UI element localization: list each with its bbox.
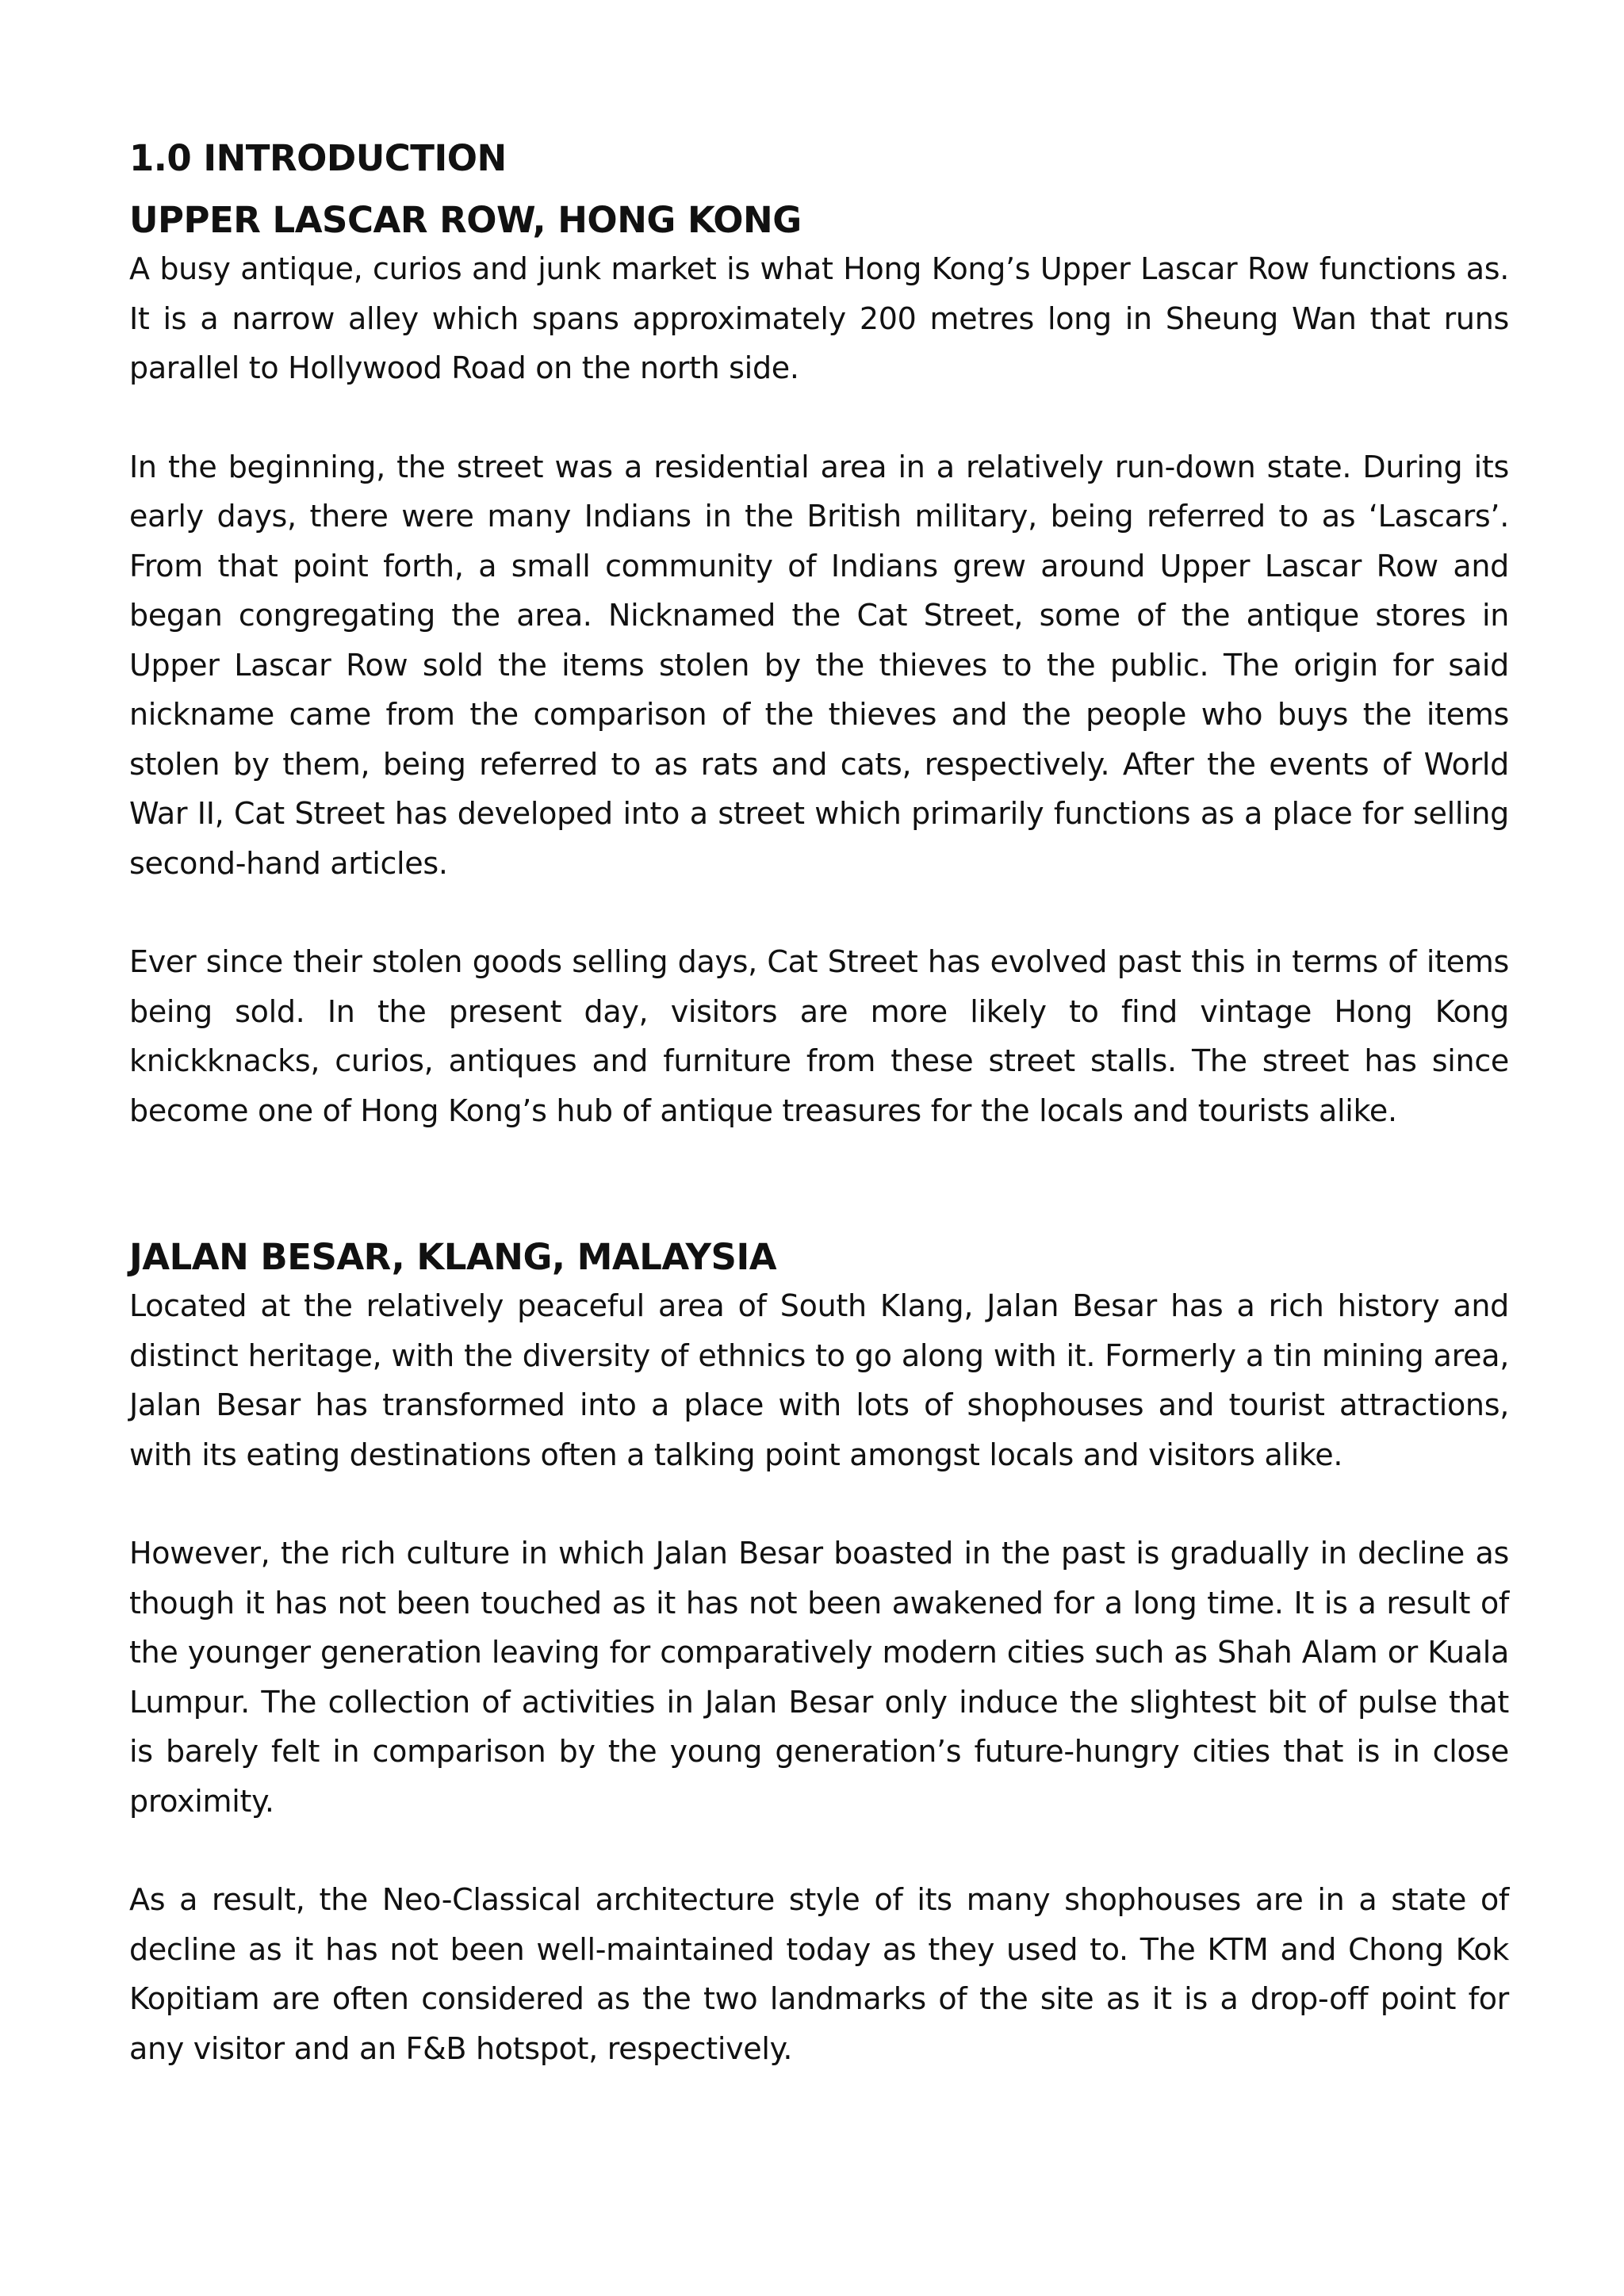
paragraph: Ever since their stolen goods selling days, Cat Street has evolved past this in terms of items being sold. In the present day, visitors are more likely to find vintage Hong Kong knickknacks, curios, antiques and furniture from these street stalls. The street has since become one of Hong Kong’s hub of antique treasures for the locals and tourists alike. bbox=[129, 944, 1509, 1128]
section-spacer bbox=[129, 1135, 1509, 1234]
paragraph-spacer bbox=[129, 1479, 1509, 1529]
paragraph: Located at the relatively peaceful area of South Klang, Jalan Besar has a rich history and distinct heritage, with the diversity of ethnics to go along with it. Formerly a tin mining area, Jalan Besar has transformed into a place with lots of shophouses and tourist attractions, with its eating destinations often a talking point amongst locals and visitors alike. bbox=[129, 1288, 1509, 1472]
section-title-jalan-besar: JALAN BESAR, KLANG, MALAYSIA bbox=[129, 1236, 777, 1278]
paragraph: As a result, the Neo-Classical architecture style of its many shophouses are in a state of decline as it has not been well-maintained today as they used to. The KTM and Chong Kok Kopitiam are often considered as the two landmarks of the site as it is a drop-off point for any visitor and an F&B hotspot, respectively. bbox=[129, 1882, 1509, 2066]
document-page bbox=[129, 135, 1509, 2073]
chapter-heading: 1.0 INTRODUCTION bbox=[129, 137, 507, 179]
paragraph: However, the rich culture in which Jalan Besar boasted in the past is gradually in decline as though it has not been touched as it has not been awakened for a long time. It is a result of the younger generation leaving for comparatively modern cities such as Shah Alam or Kuala Lumpur. The collection of activities in Jalan Besar only induce the slightest bit of pulse that is barely felt in comparison by the young generation’s future-hungry cities that is in close proximity. bbox=[129, 1536, 1509, 1819]
section-title-upper-lascar-row: UPPER LASCAR ROW, HONG KONG bbox=[129, 199, 802, 241]
paragraph-spacer bbox=[129, 1826, 1509, 1875]
paragraph: A busy antique, curios and junk market is what Hong Kong’s Upper Lascar Row functions as. It is a narrow alley which spans approximately 200 metres long in Sheung Wan that runs parallel to Hollywood Road on the north side. bbox=[129, 251, 1509, 385]
paragraph-spacer bbox=[129, 888, 1509, 937]
paragraph-spacer bbox=[129, 393, 1509, 442]
paragraph: In the beginning, the street was a residential area in a relatively run-down state. During its early days, there were many Indians in the British military, being referred to as ‘Lascars’. From that point forth, a small community of Indians grew around Upper Lascar Row and began congregating the area. Nicknamed the Cat Street, some of the antique stores in Upper Lascar Row sold the items stolen by the thieves to the public. The origin for said nickname came from the comparison of the thieves and the people who buys the items stolen by them, being referred to as rats and cats, respectively. After the events of World War II, Cat Street has developed into a street which primarily functions as a place for selling second-hand articles. bbox=[129, 449, 1509, 881]
